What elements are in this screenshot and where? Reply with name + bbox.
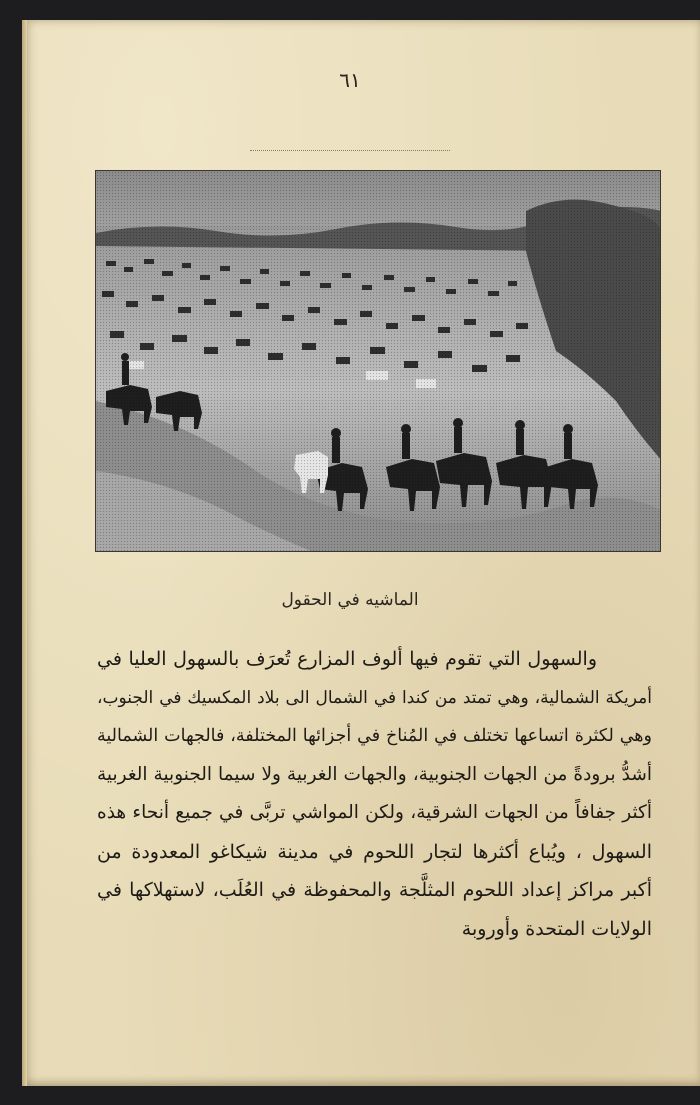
text-line: وهي لكثرة اتساعها تختلف في المُناخ في أجزائها المختلفة، فالجهات الشمالية xyxy=(97,726,652,746)
text-line: أمريكة الشمالية، وهي تمتد من كندا في الشمال الى بلاد المكسيك في الجنوب، xyxy=(97,687,652,708)
photo-caption: الماشيه في الحقول xyxy=(281,590,419,610)
page-binding-edge xyxy=(22,20,27,1086)
cattle-photo xyxy=(95,170,661,552)
text-line: أكثر جفافاً من الجهات الشرقية، ولكن المواشي تربَّى في جميع أنحاء هذه xyxy=(97,802,652,823)
text-line: الولايات المتحدة وأوروبة xyxy=(461,917,652,940)
page-number: ٦١ xyxy=(339,68,361,92)
text-line: والسهول التي تقوم فيها ألوف المزارع تُعرَف بالسهول العليا في xyxy=(97,648,597,670)
page-divider xyxy=(250,150,450,152)
text-line: السهول ، ويُباع أكثرها لتجار اللحوم في مدينة شيكاغو المعدودة من xyxy=(97,840,652,863)
body-paragraph xyxy=(97,640,652,948)
text-line: أشدُّ برودةً من الجهات الجنوبية، والجهات الغربية ولا سيما الجنوبية الغربية xyxy=(97,763,652,785)
text-line: أكبر مراكز إعداد اللحوم المثلَّجة والمحفوظة في العُلَب، لاستهلاكها في xyxy=(97,879,652,901)
photo-cattle-herd-with-horsemen-icon xyxy=(96,171,661,552)
